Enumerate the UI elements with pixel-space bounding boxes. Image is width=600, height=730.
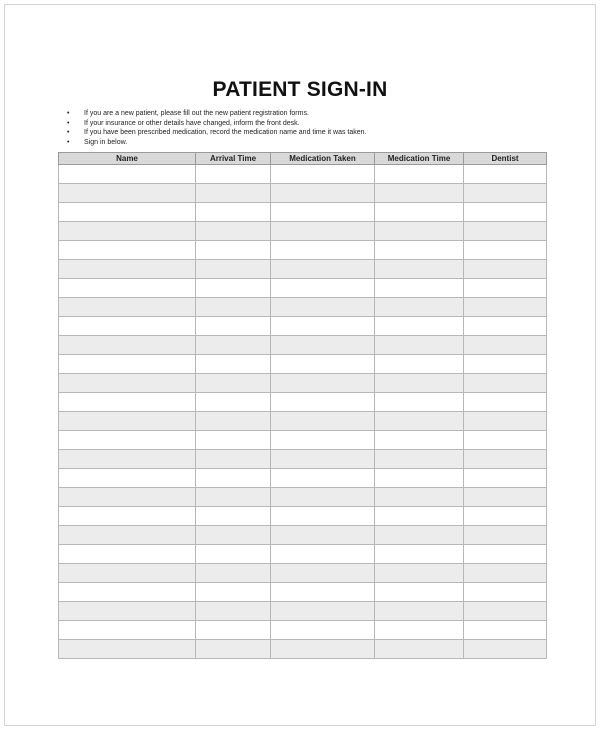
medication-time-cell[interactable] (375, 393, 464, 412)
sign-in-sheet-page (4, 4, 596, 726)
table-row (59, 564, 547, 583)
medication-time-cell[interactable] (375, 241, 464, 260)
column-header-medication-taken: Medication Taken (271, 153, 375, 165)
table-row (59, 355, 547, 374)
instruction-item: • If your insurance or other details have changed, inform the front desk. (67, 119, 367, 129)
dentist-cell[interactable] (464, 583, 547, 602)
table-row (59, 260, 547, 279)
arrival-time-cell[interactable] (196, 564, 271, 583)
name-cell[interactable] (59, 583, 196, 602)
name-cell[interactable] (59, 469, 196, 488)
table-row (59, 222, 547, 241)
name-cell[interactable] (59, 241, 196, 260)
table-row (59, 203, 547, 222)
name-cell[interactable] (59, 184, 196, 203)
arrival-time-cell[interactable] (196, 317, 271, 336)
arrival-time-cell[interactable] (196, 621, 271, 640)
name-cell[interactable] (59, 279, 196, 298)
name-cell[interactable] (59, 431, 196, 450)
medication-taken-cell[interactable] (271, 241, 375, 260)
table-row (59, 545, 547, 564)
table-row (59, 621, 547, 640)
dentist-cell[interactable] (464, 393, 547, 412)
medication-time-cell[interactable] (375, 355, 464, 374)
table-row (59, 469, 547, 488)
medication-time-cell[interactable] (375, 526, 464, 545)
table-row (59, 393, 547, 412)
table-row (59, 336, 547, 355)
instruction-item: • Sign in below. (67, 138, 367, 148)
table-row (59, 241, 547, 260)
medication-taken-cell[interactable] (271, 602, 375, 621)
medication-time-cell[interactable] (375, 450, 464, 469)
arrival-time-cell[interactable] (196, 298, 271, 317)
medication-time-cell[interactable] (375, 564, 464, 583)
table-row (59, 412, 547, 431)
table-row (59, 298, 547, 317)
dentist-cell[interactable] (464, 260, 547, 279)
name-cell[interactable] (59, 602, 196, 621)
name-cell[interactable] (59, 564, 196, 583)
dentist-cell[interactable] (464, 317, 547, 336)
medication-taken-cell[interactable] (271, 260, 375, 279)
dentist-cell[interactable] (464, 526, 547, 545)
dentist-cell[interactable] (464, 279, 547, 298)
medication-time-cell[interactable] (375, 165, 464, 184)
medication-time-cell[interactable] (375, 469, 464, 488)
medication-time-cell[interactable] (375, 260, 464, 279)
page-title: PATIENT SIGN-IN (212, 78, 388, 101)
name-cell[interactable] (59, 336, 196, 355)
arrival-time-cell[interactable] (196, 545, 271, 564)
arrival-time-cell[interactable] (196, 526, 271, 545)
dentist-cell[interactable] (464, 298, 547, 317)
medication-taken-cell[interactable] (271, 279, 375, 298)
table-row (59, 374, 547, 393)
instruction-item: • If you are a new patient, please fill out the new patient registration forms. (67, 109, 367, 119)
medication-taken-cell[interactable] (271, 545, 375, 564)
arrival-time-cell[interactable] (196, 374, 271, 393)
arrival-time-cell[interactable] (196, 184, 271, 203)
name-cell[interactable] (59, 298, 196, 317)
arrival-time-cell[interactable] (196, 431, 271, 450)
dentist-cell[interactable] (464, 336, 547, 355)
name-cell[interactable] (59, 621, 196, 640)
medication-time-cell[interactable] (375, 317, 464, 336)
medication-time-cell[interactable] (375, 507, 464, 526)
medication-taken-cell[interactable] (271, 469, 375, 488)
medication-time-cell[interactable] (375, 412, 464, 431)
table-row (59, 165, 547, 184)
medication-time-cell[interactable] (375, 602, 464, 621)
table-row (59, 507, 547, 526)
dentist-cell[interactable] (464, 469, 547, 488)
dentist-cell[interactable] (464, 241, 547, 260)
dentist-cell[interactable] (464, 602, 547, 621)
dentist-cell[interactable] (464, 374, 547, 393)
column-header-medication-time: Medication Time (375, 153, 464, 165)
medication-taken-cell[interactable] (271, 393, 375, 412)
medication-taken-cell[interactable] (271, 184, 375, 203)
name-cell[interactable] (59, 488, 196, 507)
medication-taken-cell[interactable] (271, 222, 375, 241)
arrival-time-cell[interactable] (196, 412, 271, 431)
dentist-cell[interactable] (464, 184, 547, 203)
dentist-cell[interactable] (464, 545, 547, 564)
name-cell[interactable] (59, 374, 196, 393)
medication-taken-cell[interactable] (271, 583, 375, 602)
medication-time-cell[interactable] (375, 621, 464, 640)
medication-taken-cell[interactable] (271, 507, 375, 526)
medication-time-cell[interactable] (375, 488, 464, 507)
medication-taken-cell[interactable] (271, 374, 375, 393)
medication-time-cell[interactable] (375, 374, 464, 393)
medication-time-cell[interactable] (375, 279, 464, 298)
medication-taken-cell[interactable] (271, 317, 375, 336)
instructions-list (67, 109, 367, 147)
medication-taken-cell[interactable] (271, 298, 375, 317)
name-cell[interactable] (59, 393, 196, 412)
dentist-cell[interactable] (464, 450, 547, 469)
medication-time-cell[interactable] (375, 431, 464, 450)
name-cell[interactable] (59, 355, 196, 374)
medication-taken-cell[interactable] (271, 488, 375, 507)
medication-taken-cell[interactable] (271, 431, 375, 450)
medication-taken-cell[interactable] (271, 203, 375, 222)
arrival-time-cell[interactable] (196, 203, 271, 222)
medication-taken-cell[interactable] (271, 450, 375, 469)
medication-taken-cell[interactable] (271, 336, 375, 355)
arrival-time-cell[interactable] (196, 241, 271, 260)
name-cell[interactable] (59, 222, 196, 241)
table-row (59, 317, 547, 336)
name-cell[interactable] (59, 507, 196, 526)
medication-time-cell[interactable] (375, 298, 464, 317)
medication-time-cell[interactable] (375, 336, 464, 355)
medication-taken-cell[interactable] (271, 526, 375, 545)
arrival-time-cell[interactable] (196, 602, 271, 621)
name-cell[interactable] (59, 317, 196, 336)
arrival-time-cell[interactable] (196, 279, 271, 298)
name-cell[interactable] (59, 640, 196, 659)
dentist-cell[interactable] (464, 222, 547, 241)
dentist-cell[interactable] (464, 564, 547, 583)
table-row (59, 184, 547, 203)
name-cell[interactable] (59, 260, 196, 279)
table-header-row (59, 153, 547, 165)
arrival-time-cell[interactable] (196, 355, 271, 374)
table-row (59, 431, 547, 450)
dentist-cell[interactable] (464, 203, 547, 222)
dentist-cell[interactable] (464, 431, 547, 450)
name-cell[interactable] (59, 545, 196, 564)
sign-in-table-body (59, 165, 547, 659)
medication-time-cell[interactable] (375, 203, 464, 222)
medication-taken-cell[interactable] (271, 165, 375, 184)
arrival-time-cell[interactable] (196, 583, 271, 602)
table-row (59, 526, 547, 545)
medication-taken-cell[interactable] (271, 640, 375, 659)
arrival-time-cell[interactable] (196, 393, 271, 412)
arrival-time-cell[interactable] (196, 222, 271, 241)
medication-time-cell[interactable] (375, 583, 464, 602)
name-cell[interactable] (59, 526, 196, 545)
medication-taken-cell[interactable] (271, 564, 375, 583)
medication-taken-cell[interactable] (271, 412, 375, 431)
name-cell[interactable] (59, 165, 196, 184)
dentist-cell[interactable] (464, 640, 547, 659)
column-header-arrival-time: Arrival Time (196, 153, 271, 165)
table-row (59, 488, 547, 507)
instruction-item: • If you have been prescribed medication, record the medication name and time it was taken. (67, 128, 367, 138)
arrival-time-cell[interactable] (196, 450, 271, 469)
medication-time-cell[interactable] (375, 640, 464, 659)
dentist-cell[interactable] (464, 412, 547, 431)
medication-time-cell[interactable] (375, 184, 464, 203)
dentist-cell[interactable] (464, 355, 547, 374)
sign-in-table (58, 152, 547, 659)
medication-time-cell[interactable] (375, 545, 464, 564)
medication-time-cell[interactable] (375, 222, 464, 241)
arrival-time-cell[interactable] (196, 507, 271, 526)
medication-taken-cell[interactable] (271, 355, 375, 374)
dentist-cell[interactable] (464, 165, 547, 184)
column-header-name: Name (59, 153, 196, 165)
arrival-time-cell[interactable] (196, 488, 271, 507)
column-header-dentist: Dentist (464, 153, 547, 165)
table-row (59, 640, 547, 659)
dentist-cell[interactable] (464, 488, 547, 507)
name-cell[interactable] (59, 203, 196, 222)
table-row (59, 279, 547, 298)
name-cell[interactable] (59, 450, 196, 469)
name-cell[interactable] (59, 412, 196, 431)
table-row (59, 583, 547, 602)
arrival-time-cell[interactable] (196, 640, 271, 659)
arrival-time-cell[interactable] (196, 336, 271, 355)
medication-taken-cell[interactable] (271, 621, 375, 640)
arrival-time-cell[interactable] (196, 469, 271, 488)
arrival-time-cell[interactable] (196, 260, 271, 279)
dentist-cell[interactable] (464, 507, 547, 526)
dentist-cell[interactable] (464, 621, 547, 640)
arrival-time-cell[interactable] (196, 165, 271, 184)
table-row (59, 450, 547, 469)
table-row (59, 602, 547, 621)
